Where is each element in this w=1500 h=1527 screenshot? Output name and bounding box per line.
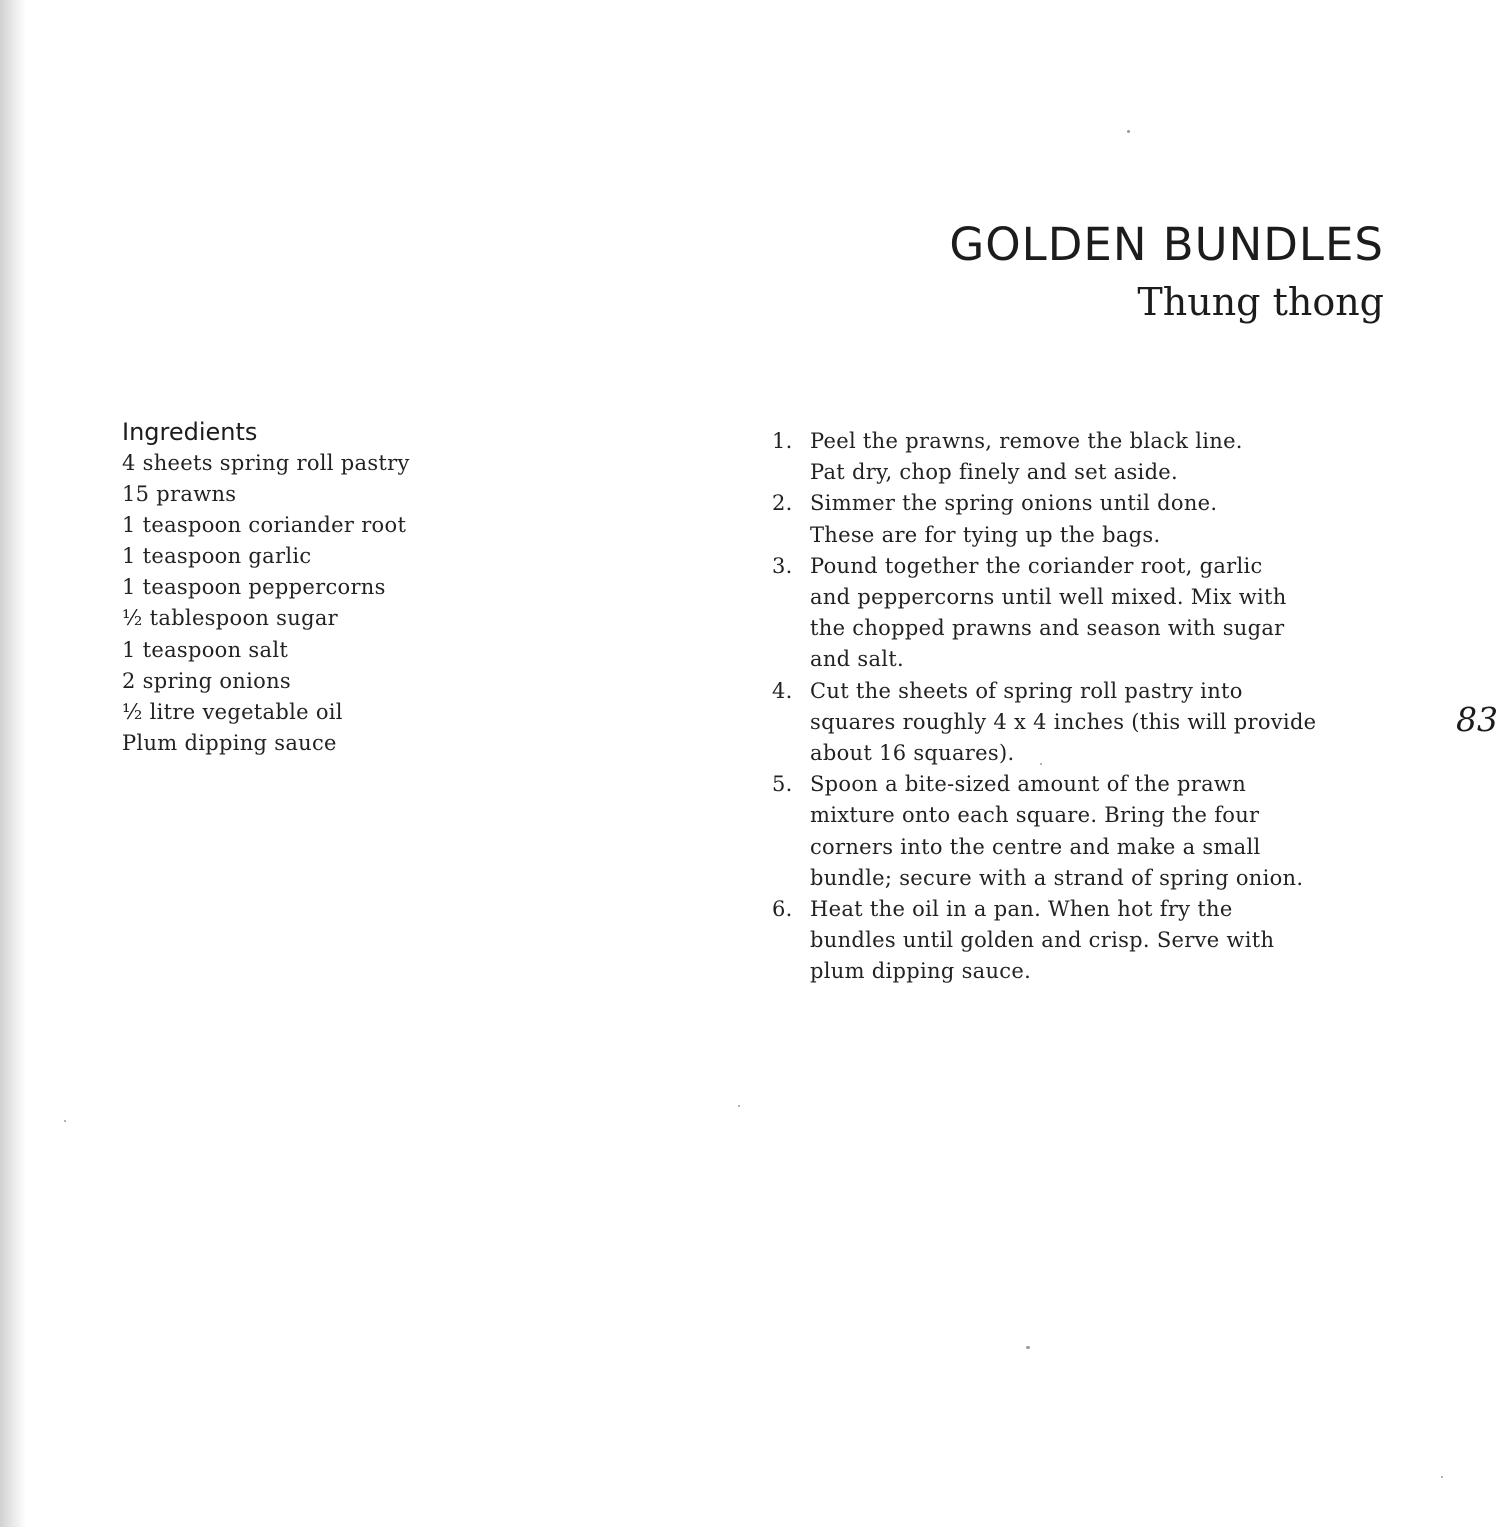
recipe-title: GOLDEN BUNDLES: [949, 218, 1384, 271]
method-step-4: [772, 676, 1382, 770]
ingredient-item: 1 teaspoon garlic: [122, 544, 312, 569]
step-line: the chopped prawns and season with sugar: [810, 616, 1285, 641]
ingredient-item: 2 spring onions: [122, 668, 291, 693]
ingredient-list: [122, 448, 542, 759]
step-line: Pound together the coriander root, garlic: [810, 553, 1263, 578]
method-step-1: [772, 426, 1382, 488]
step-line: plum dipping sauce.: [810, 959, 1032, 984]
scan-speck: [64, 1120, 66, 1122]
method-step-3: [772, 551, 1382, 676]
step-line: bundles until golden and crisp. Serve with: [810, 928, 1275, 953]
ingredient-item: Plum dipping sauce: [122, 730, 337, 755]
step-number: 2.: [772, 491, 793, 516]
step-number: 3.: [772, 553, 793, 578]
step-line: corners into the centre and make a small: [810, 834, 1261, 859]
method-section: [772, 426, 1382, 988]
step-number: 6.: [772, 897, 793, 922]
step-line: Simmer the spring onions until done.: [810, 491, 1218, 516]
step-text: [810, 488, 1382, 550]
step-line: Spoon a bite-sized amount of the prawn: [810, 772, 1247, 797]
ingredient-item: ½ litre vegetable oil: [122, 699, 343, 724]
ingredients-section: [122, 416, 542, 759]
page-number: 83: [1456, 700, 1498, 739]
step-text: [810, 894, 1382, 988]
scan-speck: [738, 1105, 740, 1107]
step-number: 5.: [772, 772, 793, 797]
recipe-subtitle: Thung thong: [1137, 280, 1384, 324]
step-line: mixture onto each square. Bring the four: [810, 803, 1260, 828]
scan-speck: [1026, 1346, 1030, 1349]
page-gutter-shadow: [0, 0, 26, 1527]
step-number: 4.: [772, 678, 793, 703]
step-number: 1.: [772, 429, 793, 453]
step-text: [810, 426, 1382, 488]
step-text: [810, 551, 1382, 676]
scan-speck: [1441, 1476, 1443, 1478]
ingredient-item: 4 sheets spring roll pastry: [122, 451, 410, 475]
ingredient-item: 1 teaspoon coriander root: [122, 513, 407, 538]
ingredient-item: 1 teaspoon salt: [122, 637, 289, 662]
step-line: and peppercorns until well mixed. Mix with: [810, 585, 1287, 610]
step-line: Cut the sheets of spring roll pastry into: [810, 678, 1243, 703]
step-line: squares roughly 4 x 4 inches (this will provide: [810, 709, 1317, 734]
ingredient-item: ½ tablespoon sugar: [122, 606, 338, 631]
step-text: [810, 676, 1382, 770]
step-line: Pat dry, chop finely and set aside.: [810, 460, 1179, 485]
method-step-5: [772, 769, 1382, 894]
step-line: Heat the oil in a pan. When hot fry the: [810, 897, 1233, 922]
ingredient-item: 15 prawns: [122, 482, 237, 507]
step-line: These are for tying up the bags.: [810, 522, 1161, 547]
method-step-6: [772, 894, 1382, 988]
method-step-2: [772, 488, 1382, 550]
step-text: [810, 769, 1382, 894]
scan-speck: [1127, 130, 1130, 133]
step-line: about 16 squares).: [810, 741, 1015, 766]
step-line: and salt.: [810, 647, 904, 672]
ingredient-item: 1 teaspoon peppercorns: [122, 575, 386, 600]
ingredients-heading: Ingredients: [122, 418, 258, 446]
step-line: Peel the prawns, remove the black line.: [810, 429, 1243, 453]
step-line: bundle; secure with a strand of spring onion.: [810, 865, 1304, 890]
scan-speck: [1040, 763, 1042, 765]
